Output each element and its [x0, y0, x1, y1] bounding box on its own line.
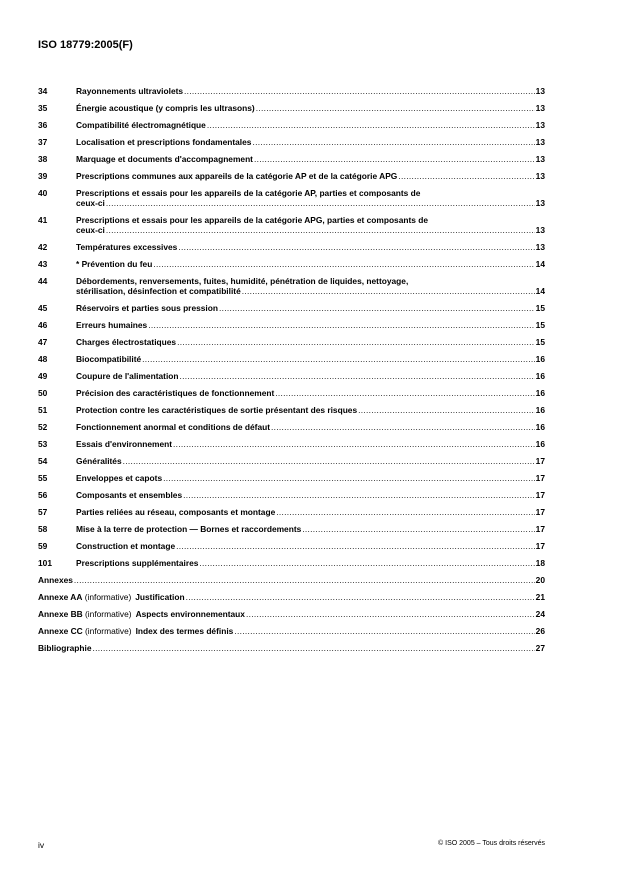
dot-leader [148, 320, 534, 330]
toc-entry[interactable] [38, 188, 545, 215]
dot-leader [178, 242, 534, 252]
toc-entry[interactable] [38, 276, 545, 303]
dot-leader [242, 286, 535, 296]
clause-number: 101 [38, 558, 52, 568]
toc-entry[interactable] [38, 320, 545, 337]
clause-title: Mise à la terre de protection — Bornes et raccordements [76, 524, 302, 534]
annex-title: Index des termes définis [135, 626, 234, 636]
page-ref: 16 [535, 422, 545, 432]
dot-leader [398, 171, 534, 181]
dot-leader [153, 259, 534, 269]
clause-number: 43 [38, 259, 48, 269]
page-ref: 13 [535, 120, 545, 130]
clause-title: Réservoirs et parties sous pression [76, 303, 218, 313]
clause-number: 56 [38, 490, 48, 500]
dot-leader [207, 120, 535, 130]
clause-number: 35 [38, 103, 48, 113]
clause-number: 49 [38, 371, 48, 381]
dot-leader [163, 473, 535, 483]
clause-title: Essais d'environnement [76, 439, 173, 449]
toc-entry[interactable] [38, 120, 545, 137]
clause-title-line1: Débordements, renversements, fuites, humidité, pénétration de liquides, nettoyage, [76, 276, 409, 286]
clause-title: Protection contre les caractéristiques de sortie présentant des risques [76, 405, 358, 415]
dot-leader [358, 405, 535, 415]
page-ref: 17 [535, 490, 545, 500]
clause-number: 39 [38, 171, 48, 181]
page-ref: 13 [535, 103, 545, 113]
clause-number: 47 [38, 337, 48, 347]
dot-leader [246, 609, 535, 619]
page-ref: 16 [535, 354, 545, 364]
clause-title: Généralités [76, 456, 122, 466]
clause-title: Températures excessives [76, 242, 178, 252]
annex-kind: (informative) [84, 592, 132, 602]
clause-number: 46 [38, 320, 48, 330]
toc-entry[interactable] [38, 558, 545, 575]
clause-title: Rayonnements ultraviolets [76, 86, 184, 96]
dot-leader [276, 507, 534, 517]
clause-number: 37 [38, 137, 48, 147]
annex-label: Annexe CC [38, 626, 83, 636]
annex-title: Annexes [38, 575, 73, 585]
clause-number: 34 [38, 86, 48, 96]
page-ref: 17 [535, 456, 545, 466]
toc-entry[interactable] [38, 439, 545, 456]
clause-title-line2: ceux-ci [76, 198, 105, 208]
clause-title-line2: stérilisation, désinfection et compatibilité [76, 286, 241, 296]
toc-entry[interactable] [38, 473, 545, 490]
dot-leader [177, 337, 535, 347]
toc-entry[interactable] [38, 242, 545, 259]
document-header: ISO 18779:2005(F) [38, 39, 133, 51]
clause-title: Énergie acoustique (y compris les ultrasons) [76, 103, 255, 113]
dot-leader [256, 103, 535, 113]
page-ref: 17 [535, 473, 545, 483]
clause-title: Compatibilité électromagnétique [76, 120, 206, 130]
dot-leader [173, 439, 535, 449]
page-ref: 16 [535, 439, 545, 449]
dot-leader [93, 643, 535, 653]
page-ref: 24 [535, 609, 545, 619]
page-ref: 21 [535, 592, 545, 602]
page-ref: 13 [535, 242, 545, 252]
clause-title: Fonctionnement anormal et conditions de défaut [76, 422, 271, 432]
page-ref: 13 [535, 154, 545, 164]
clause-number: 42 [38, 242, 48, 252]
dot-leader [176, 541, 535, 551]
clause-title: Biocompatibilité [76, 354, 142, 364]
dot-leader [199, 558, 534, 568]
clause-title: Prescriptions communes aux appareils de la catégorie AP et de la catégorie APG [76, 171, 398, 181]
toc-entry[interactable] [38, 388, 545, 405]
toc-entry[interactable] [38, 259, 545, 276]
clause-title: Enveloppes et capots [76, 473, 163, 483]
toc-entry[interactable] [38, 303, 545, 320]
dot-leader [74, 575, 535, 585]
annex-kind: (informative) [85, 626, 132, 636]
toc-entry[interactable] [38, 215, 545, 242]
clause-number: 38 [38, 154, 48, 164]
clause-title-line1: Prescriptions et essais pour les appareils de la catégorie APG, parties et composants de [76, 215, 429, 225]
toc-entry-bibliography[interactable] [38, 643, 545, 660]
clause-number: 40 [38, 188, 48, 198]
page-ref: 17 [535, 541, 545, 551]
page-ref: 13 [535, 137, 545, 147]
toc-entry-annex-aa[interactable] [38, 592, 545, 609]
clause-number: 51 [38, 405, 48, 415]
toc-entry[interactable] [38, 456, 545, 473]
dot-leader [234, 626, 534, 636]
clause-title: Marquage et documents d'accompagnement [76, 154, 253, 164]
page-ref: 18 [535, 558, 545, 568]
bibliography-title: Bibliographie [38, 643, 92, 653]
clause-number: 48 [38, 354, 48, 364]
clause-number: 36 [38, 120, 48, 130]
page-ref: 14 [535, 286, 545, 296]
dot-leader [271, 422, 535, 432]
annex-title: Justification [135, 592, 185, 602]
clause-title: Localisation et prescriptions fondamentales [76, 137, 252, 147]
toc-entry[interactable] [38, 103, 545, 120]
toc-entry[interactable] [38, 154, 545, 171]
annex-title: Aspects environnementaux [135, 609, 245, 619]
clause-title: Prescriptions supplémentaires [76, 558, 199, 568]
page-ref: 13 [535, 86, 545, 96]
page-ref: 17 [535, 524, 545, 534]
clause-number: 41 [38, 215, 48, 225]
toc-entry[interactable] [38, 524, 545, 541]
clause-number: 55 [38, 473, 48, 483]
dot-leader [106, 225, 535, 235]
dot-leader [123, 456, 535, 466]
clause-title-line1: Prescriptions et essais pour les appareils de la catégorie AP, parties et composants de [76, 188, 421, 198]
clause-title-line2: ceux-ci [76, 225, 105, 235]
clause-number: 54 [38, 456, 48, 466]
page-ref: 16 [535, 388, 545, 398]
page-ref: 20 [535, 575, 545, 585]
toc-entry[interactable] [38, 86, 545, 103]
clause-number: 58 [38, 524, 48, 534]
dot-leader [275, 388, 534, 398]
toc-entry[interactable] [38, 171, 545, 188]
toc-entry-annexes[interactable] [38, 575, 545, 592]
dot-leader [186, 592, 535, 602]
dot-leader [302, 524, 534, 534]
annex-label: Annexe BB [38, 609, 83, 619]
clause-number: 45 [38, 303, 48, 313]
page-ref: 16 [535, 371, 545, 381]
clause-title: Composants et ensembles [76, 490, 183, 500]
toc-entry-annex-bb[interactable] [38, 609, 545, 626]
dot-leader [254, 154, 535, 164]
toc-entry[interactable] [38, 422, 545, 439]
dot-leader [219, 303, 535, 313]
toc-entry[interactable] [38, 371, 545, 388]
toc-entry[interactable] [38, 490, 545, 507]
clause-number: 50 [38, 388, 48, 398]
clause-title: Charges électrostatiques [76, 337, 177, 347]
page-ref: 13 [535, 225, 545, 235]
toc-entry[interactable] [38, 137, 545, 154]
clause-title: Coupure de l'alimentation [76, 371, 179, 381]
clause-number: 52 [38, 422, 48, 432]
toc-entry[interactable] [38, 337, 545, 354]
annex-kind: (informative) [85, 609, 132, 619]
page-ref: 27 [535, 643, 545, 653]
clause-number: 59 [38, 541, 48, 551]
clause-title: Construction et montage [76, 541, 176, 551]
dot-leader [184, 86, 535, 96]
page-ref: 17 [535, 507, 545, 517]
toc-entry[interactable] [38, 405, 545, 422]
clause-number: 44 [38, 276, 48, 286]
clause-number: 53 [38, 439, 48, 449]
page-number: iv [38, 840, 45, 850]
page-ref: 13 [535, 198, 545, 208]
clause-title: Erreurs humaines [76, 320, 148, 330]
clause-title: Précision des caractéristiques de fonctionnement [76, 388, 275, 398]
toc-entry[interactable] [38, 541, 545, 558]
dot-leader [142, 354, 535, 364]
toc-entry-annex-cc[interactable] [38, 626, 545, 643]
page-ref: 15 [535, 303, 545, 313]
page-ref: 15 [535, 320, 545, 330]
toc-entry[interactable] [38, 354, 545, 371]
clause-number: 57 [38, 507, 48, 517]
dot-leader [183, 490, 535, 500]
table-of-contents [38, 86, 545, 660]
page-ref: 15 [535, 337, 545, 347]
copyright-notice: © ISO 2005 – Tous droits réservés [438, 840, 545, 847]
annex-label: Annexe AA [38, 592, 83, 602]
page-ref: 16 [535, 405, 545, 415]
dot-leader [106, 198, 535, 208]
page-ref: 14 [535, 259, 545, 269]
dot-leader [180, 371, 535, 381]
page-ref: 26 [535, 626, 545, 636]
toc-entry[interactable] [38, 507, 545, 524]
dot-leader [252, 137, 534, 147]
clause-title: Parties reliées au réseau, composants et montage [76, 507, 276, 517]
clause-title: * Prévention du feu [76, 259, 153, 269]
page-ref: 13 [535, 171, 545, 181]
